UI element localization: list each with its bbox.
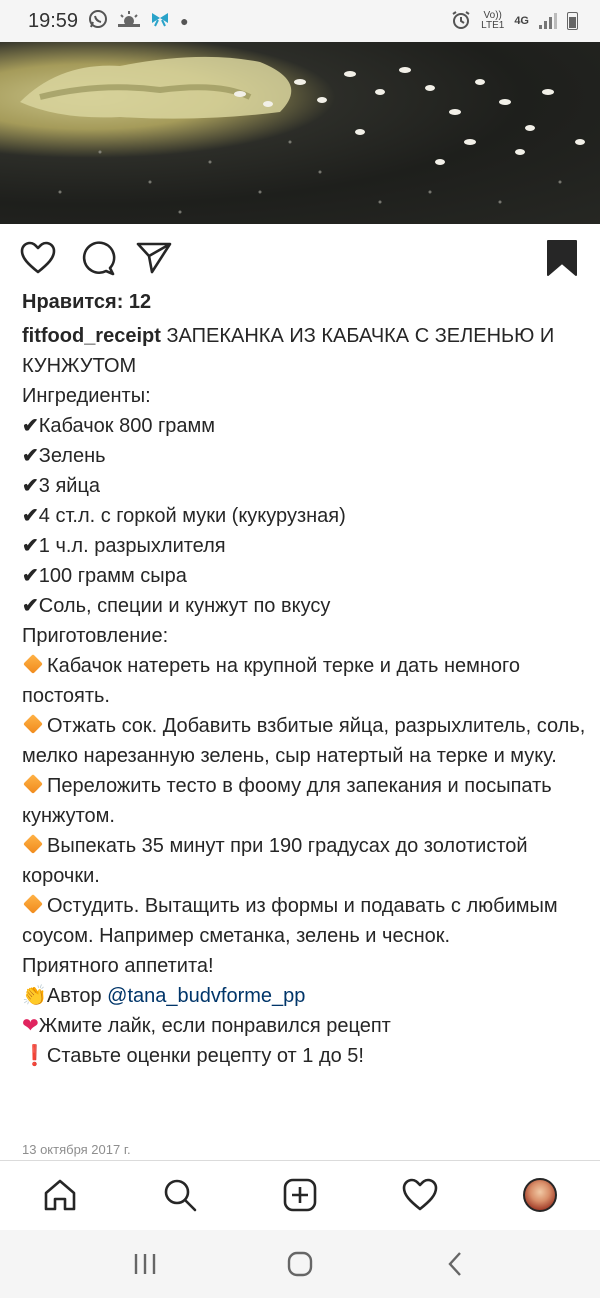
ingredient-item [22,441,588,471]
avatar [523,1178,557,1212]
likes-count[interactable]: Нравится: 12 [22,291,152,313]
ingredient-text: 1 ч.л. разрыхлителя [38,535,226,557]
ingredient-item [22,471,588,501]
step-text: Остудить. Вытащить из формы и подавать с любимым соусом. Например сметанка, зелень и чеснок. [22,895,564,947]
bow-icon [150,11,170,32]
rate-cta-line [22,1041,588,1071]
heart-emoji-icon: ❤ [22,1015,39,1037]
author-prefix: Автор [46,985,108,1007]
like-cta-line [22,1011,588,1041]
ingredient-text: 3 яйца [38,475,101,497]
post-date: 13 октября 2017 г. [22,1142,131,1157]
home-circle-icon[interactable] [270,1246,330,1282]
weather-icon [118,10,140,33]
dot-icon: ● [180,13,189,29]
heart-outline-icon[interactable] [16,232,60,284]
add-post-icon[interactable] [270,1169,330,1221]
step-item [22,831,588,891]
system-navigation [0,1230,600,1298]
orange-diamond-icon [23,834,43,854]
like-cta-text: Жмите лайк, если понравился рецепт [38,1015,391,1037]
check-icon: ✔ [22,475,39,497]
search-icon[interactable] [150,1169,210,1221]
status-time: 19:59 [28,9,79,32]
caption-username[interactable]: fitfood_receipt [22,325,161,347]
step-text: Отжать сок. Добавить взбитые яйца, разрыхлитель, соль, мелко нарезанную зелень, сыр натертый на терке и муку. [22,715,591,767]
caption-line: Ингредиенты: [22,385,151,407]
back-chevron-icon[interactable] [425,1246,485,1282]
caption-title: ЗАПЕКАНКА ИЗ КАБАЧКА С ЗЕЛЕНЬЮ И КУНЖУТОМ [22,325,560,377]
check-icon: ✔ [22,505,39,527]
exclamation-icon: ❗ [22,1045,47,1067]
orange-diamond-icon [23,654,43,674]
alarm-icon [451,10,471,33]
author-mention-link[interactable]: @tana_budvforme_pp [107,985,306,1007]
ingredient-item [22,561,588,591]
volte-label: Vo)) [483,10,502,21]
orange-diamond-icon [23,894,43,914]
activity-heart-icon[interactable] [390,1169,450,1221]
step-text: Выпекать 35 минут при 190 градусах до золотистой корочки. [22,835,534,887]
lte-label: LTE1 [481,20,505,31]
post-caption [22,321,591,1071]
comment-bubble-icon[interactable] [76,232,120,284]
check-icon: ✔ [22,565,39,587]
bottom-navigation [0,1160,600,1231]
clap-icon: 👏 [22,985,47,1007]
network-type: 4G [514,15,529,27]
ingredient-item [22,501,588,531]
ingredient-text: 4 ст.л. с горкой муки (кукурузная) [38,505,346,527]
caption-line: Приготовление: [22,625,169,647]
home-icon[interactable] [30,1169,90,1221]
status-bar [0,0,600,42]
rate-cta-text: Ставьте оценки рецепту от 1 до 5! [46,1045,364,1067]
check-icon: ✔ [22,415,39,437]
signal-icon [539,13,557,29]
ingredient-item [22,411,588,441]
check-icon: ✔ [22,535,39,557]
step-item [22,711,591,771]
author-line [22,981,588,1011]
whatsapp-icon [88,9,108,34]
check-icon: ✔ [22,595,39,617]
recents-icon[interactable] [115,1246,175,1282]
step-item [22,651,588,711]
orange-diamond-icon [23,714,43,734]
network-label [481,11,504,31]
bookmark-filled-icon[interactable] [540,232,584,284]
step-text: Переложить тесто в фоому для запекания и посыпать кунжутом. [22,775,558,827]
ingredient-text: Зелень [38,445,106,467]
battery-icon [567,12,578,30]
step-item [22,771,588,831]
caption-line: Приятного аппетита! [22,955,214,977]
step-text: Кабачок натереть на крупной терке и дать немного постоять. [22,655,526,707]
ingredient-text: Соль, специи и кунжут по вкусу [38,595,331,617]
ingredient-text: 100 грамм сыра [38,565,187,587]
ingredient-text: Кабачок 800 грамм [38,415,216,437]
caption-title-line [22,321,588,381]
ingredient-item [22,591,588,621]
post-photo[interactable] [0,42,600,224]
profile-avatar[interactable] [510,1169,570,1221]
post-actions [0,232,600,284]
orange-diamond-icon [23,774,43,794]
step-item [22,891,588,951]
ingredient-item [22,531,588,561]
paper-plane-icon[interactable] [132,232,176,284]
check-icon: ✔ [22,445,39,467]
